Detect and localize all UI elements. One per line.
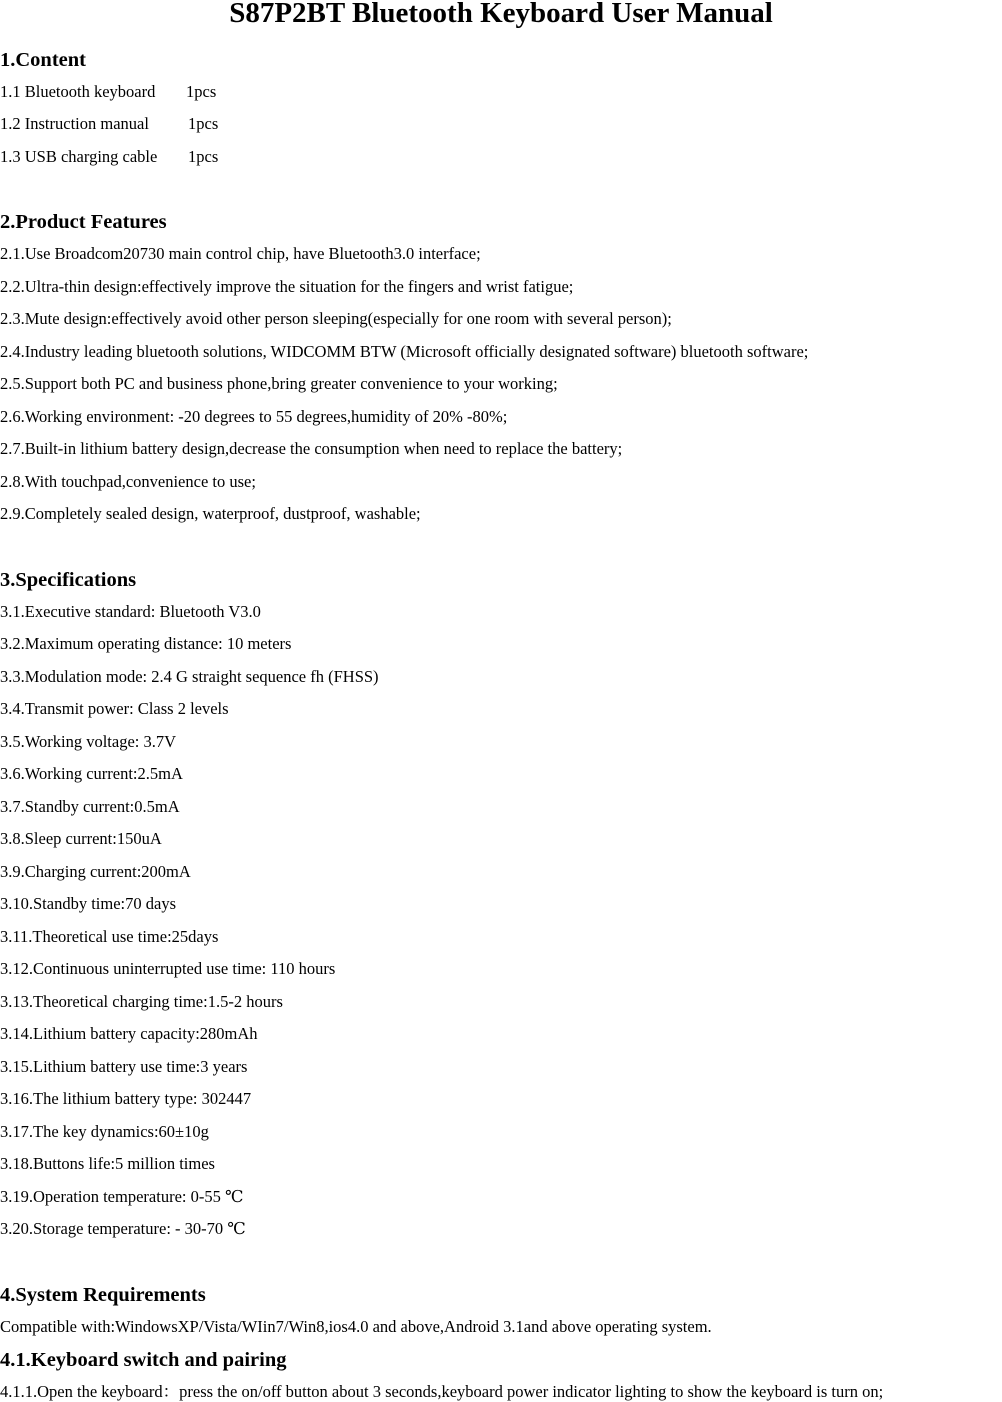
- spec-item: 3.8.Sleep current:150uA: [0, 829, 162, 848]
- spec-item: 3.13.Theoretical charging time:1.5-2 hours: [0, 992, 283, 1011]
- spec-item: 3.19.Operation temperature: 0-55 ℃: [0, 1187, 244, 1206]
- feature-item: 2.3.Mute design:effectively avoid other person sleeping(especially for one room with several person);: [0, 309, 672, 328]
- section-heading-system-requirements: 4.System Requirements: [0, 1284, 206, 1306]
- feature-item: 2.8.With touchpad,convenience to use;: [0, 472, 256, 491]
- spec-item: 3.18.Buttons life:5 million times: [0, 1154, 215, 1173]
- section-heading-specifications: 3.Specifications: [0, 569, 137, 591]
- content-item-name: 1.3 USB charging cable: [0, 147, 158, 166]
- content-item-qty: 1pcs: [188, 147, 219, 166]
- spec-item: 3.14.Lithium battery capacity:280mAh: [0, 1024, 258, 1043]
- spec-item: 3.5.Working voltage: 3.7V: [0, 732, 177, 751]
- content-item: [0, 114, 218, 134]
- spec-item: 3.2.Maximum operating distance: 10 meters: [0, 634, 292, 653]
- feature-item: 2.1.Use Broadcom20730 main control chip, have Bluetooth3.0 interface;: [0, 244, 481, 263]
- system-requirements-text: Compatible with:WindowsXP/Vista/WIin7/Win8,ios4.0 and above,Android 3.1and above operating system.: [0, 1317, 712, 1336]
- feature-item: 2.7.Built-in lithium battery design,decrease the consumption when need to replace the battery;: [0, 439, 623, 458]
- content-item-qty: 1pcs: [188, 114, 219, 133]
- content-item-name: 1.1 Bluetooth keyboard: [0, 82, 156, 101]
- feature-item: 2.2.Ultra-thin design:effectively improve the situation for the fingers and wrist fatigue;: [0, 277, 574, 296]
- feature-item: 2.9.Completely sealed design, waterproof, dustproof, washable;: [0, 504, 421, 523]
- spec-item: 3.17.The key dynamics:60±10g: [0, 1122, 209, 1141]
- content-item: [0, 147, 218, 167]
- spec-item: 3.7.Standby current:0.5mA: [0, 797, 180, 816]
- spec-item: 3.9.Charging current:200mA: [0, 862, 191, 881]
- spec-item: 3.6.Working current:2.5mA: [0, 764, 183, 783]
- content-item: [0, 82, 216, 102]
- spec-item: 3.10.Standby time:70 days: [0, 894, 176, 913]
- spec-item: 3.3.Modulation mode: 2.4 G straight sequence fh (FHSS): [0, 667, 379, 686]
- document-title: S87P2BT Bluetooth Keyboard User Manual: [229, 0, 773, 29]
- content-item-name: 1.2 Instruction manual: [0, 114, 149, 133]
- feature-item: 2.6.Working environment: -20 degrees to 55 degrees,humidity of 20% -80%;: [0, 407, 508, 426]
- spec-item: 3.4.Transmit power: Class 2 levels: [0, 699, 229, 718]
- spec-item: 3.20.Storage temperature: - 30-70 ℃: [0, 1219, 246, 1238]
- spec-item: 3.16.The lithium battery type: 302447: [0, 1089, 252, 1108]
- section-heading-features: 2.Product Features: [0, 211, 167, 233]
- section-heading-content: 1.Content: [0, 49, 86, 71]
- feature-item: 2.4.Industry leading bluetooth solutions, WIDCOMM BTW (Microsoft officially designated software) bluetooth software;: [0, 342, 809, 361]
- spec-item: 3.1.Executive standard: Bluetooth V3.0: [0, 602, 261, 621]
- feature-item: 2.5.Support both PC and business phone,bring greater convenience to your working;: [0, 374, 558, 393]
- pairing-item: 4.1.1.Open the keyboard：press the on/off button about 3 seconds,keyboard power indicator lighting to show the keyboard is turn on;: [0, 1382, 884, 1401]
- spec-item: 3.15.Lithium battery use time:3 years: [0, 1057, 248, 1076]
- spec-item: 3.11.Theoretical use time:25days: [0, 927, 219, 946]
- content-item-qty: 1pcs: [186, 82, 217, 101]
- section-heading-pairing: 4.1.Keyboard switch and pairing: [0, 1349, 287, 1371]
- spec-item: 3.12.Continuous uninterrupted use time: 110 hours: [0, 959, 336, 978]
